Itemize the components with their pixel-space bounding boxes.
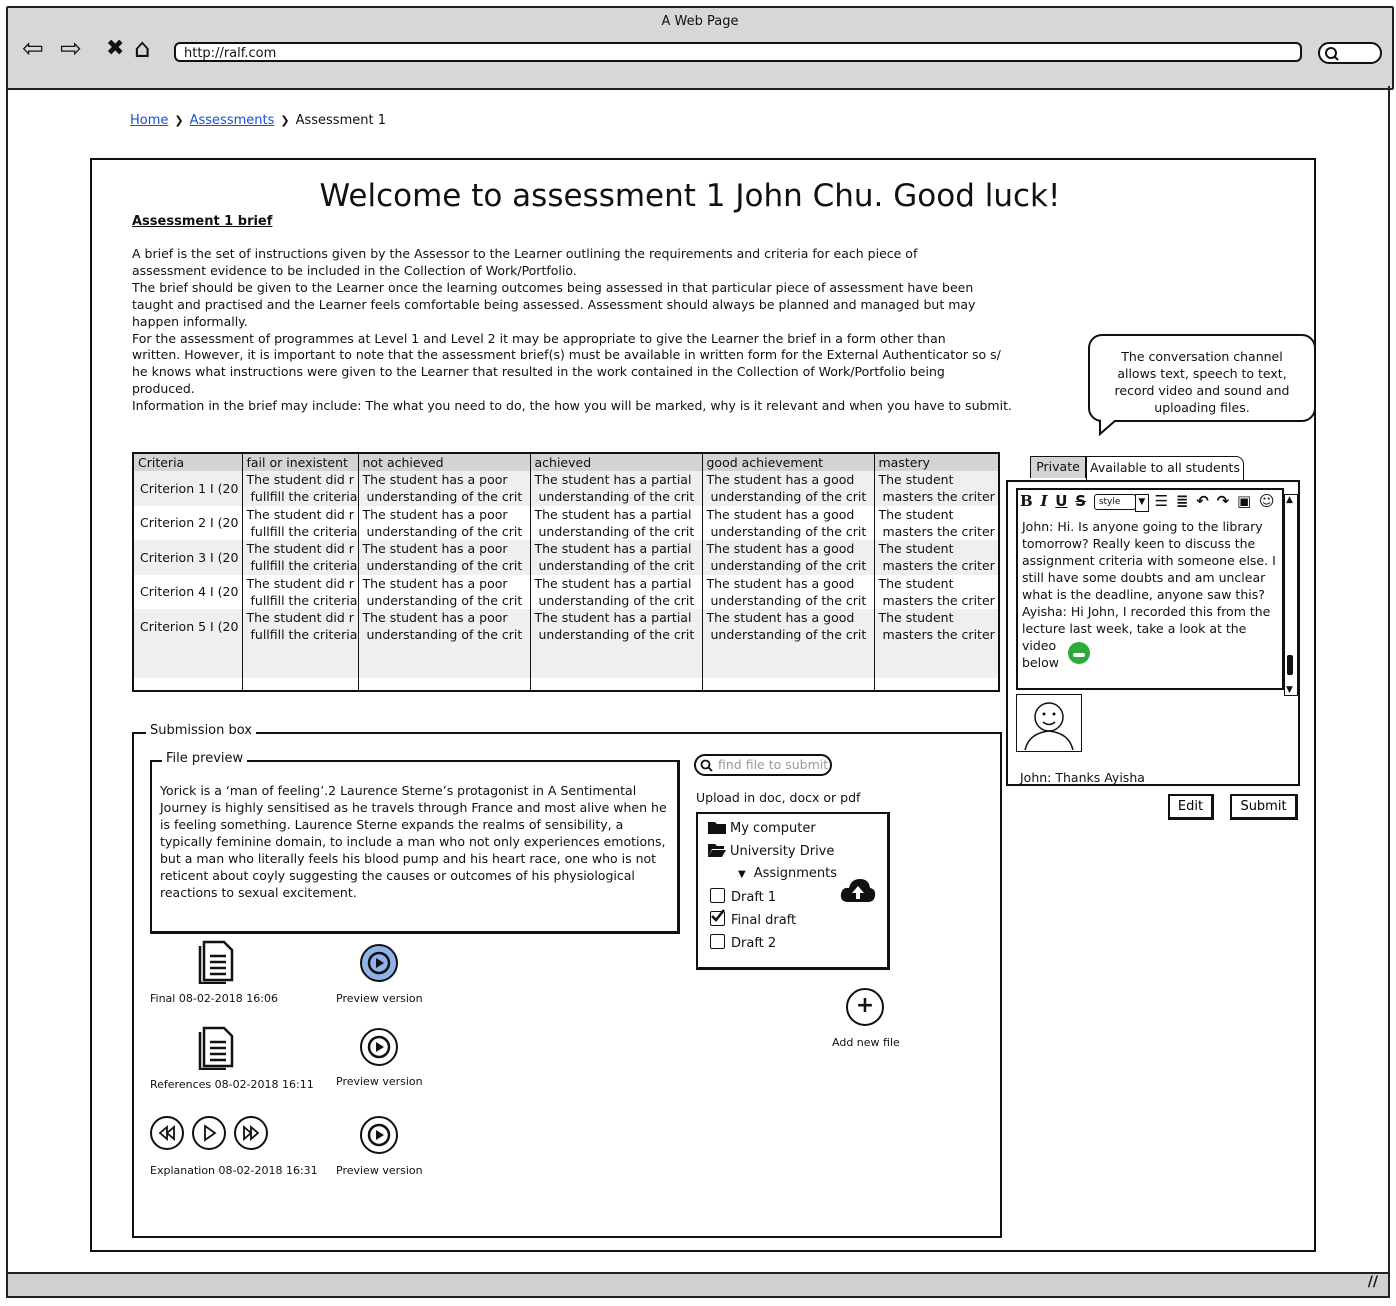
chat-scrollbar[interactable] [1284,494,1298,696]
chat-reply: John: Thanks Ayisha [1020,770,1145,785]
back-arrow-icon[interactable]: ⇦ [22,34,44,64]
chat-panel [1006,480,1300,786]
brief-line: happen informally. [132,313,248,329]
page-title: Welcome to assessment 1 John Chu. Good luck! [319,178,1061,214]
document-icon[interactable] [196,1026,236,1070]
redo-icon[interactable]: ↷ [1216,492,1230,510]
draft-1-checkbox-row[interactable] [710,888,776,905]
cell-line: understanding of the crit [538,627,695,642]
empty-cell [874,678,1000,692]
cell-line: masters the criter [882,558,995,573]
criterion-descriptor-cell[interactable] [702,540,874,575]
file-label[interactable]: Explanation 08-02-2018 16:31 [150,1164,318,1177]
cell-line: The student did r [246,575,354,591]
person-icon [1017,695,1080,750]
cell-line: understanding of the crit [710,627,867,642]
criterion-descriptor-cell[interactable] [874,609,1000,644]
forward-arrow-icon[interactable]: ⇨ [60,34,82,64]
cell-line: The student [878,575,954,591]
file-preview [150,751,680,934]
criterion-descriptor-cell[interactable] [702,506,874,541]
criterion-descriptor-cell[interactable] [242,575,358,610]
italic-button[interactable]: I [1040,492,1048,510]
bubble-line: The conversation channel [1121,349,1283,364]
criterion-name-cell[interactable]: Criterion 4 I (20 [134,575,242,610]
cell-line: The student has a good [706,541,855,556]
empty-cell [702,644,874,679]
column-header[interactable]: mastery [874,454,1000,471]
brief-text [132,246,1012,415]
scroll-down-icon[interactable]: ▼ [1286,685,1293,695]
table-row [134,506,1000,541]
tree-item-university-drive[interactable] [708,843,834,859]
chat-messages [1022,518,1284,671]
empty-cell [358,644,530,679]
final-draft-checkbox-row[interactable] [710,911,796,928]
cell-line: The student did r [246,541,354,556]
cell-line: The student [878,541,954,556]
cell-line: The student has a poor [362,610,508,625]
criterion-descriptor-cell[interactable] [358,575,530,610]
brief-line: A brief is the set of instructions given by the Assessor to the Learner outlining the requirements and criteria for each piece of [132,246,918,261]
cell-line: masters the criter [882,523,995,539]
cell-line: The student has a poor [362,506,508,522]
criterion-descriptor-cell[interactable] [530,609,702,644]
brief-line: written. However, it is important to note that the assessment brief(s) must be available in written form for the External Authenticator so s/ [132,347,1001,363]
criterion-name-cell[interactable]: Criterion 5 I (20 [134,609,242,644]
cell-line: understanding of the crit [710,523,867,539]
criterion-descriptor-cell[interactable] [358,471,530,506]
empty-table-row [134,644,1000,679]
preview-line: reactions to sexual excitement. [160,885,357,900]
cell-line: fullfill the criteria [250,627,358,642]
checkbox-unchecked[interactable] [710,934,725,949]
cell-line: understanding of the crit [538,489,695,504]
preview-line: typically feminine domain, to include a man who not only experiences emotions, [160,834,666,849]
draft-2-checkbox-row[interactable] [710,934,776,951]
chat-line: still have some doubts and am unclear [1022,570,1266,585]
cell-line: The student has a good [706,472,855,487]
cloud-upload-icon[interactable] [840,876,876,904]
cell-line: The student has a good [706,610,855,625]
resize-grip-icon[interactable]: // [1367,1274,1378,1290]
criterion-descriptor-cell[interactable] [530,471,702,506]
criterion-descriptor-cell[interactable] [358,609,530,644]
cell-line: understanding of the crit [710,489,867,504]
chat-line: assignment criteria with someone else. I [1022,553,1276,568]
cell-line: The student has a poor [362,541,508,556]
status-bar [6,1272,1390,1298]
stop-icon[interactable]: ✖ [106,36,125,61]
criterion-descriptor-cell[interactable] [874,575,1000,610]
cell-line: The student has a partial [534,610,692,625]
cell-line: fullfill the criteria [250,592,358,608]
emoji-icon [1068,642,1090,664]
brief-line: produced. [132,381,195,397]
column-header[interactable]: good achievement [702,454,874,471]
breadcrumb-current: Assessment 1 [295,113,386,128]
brief-line: Information in the brief may include: The what you need to do, the how you will be marked, why is it relevant and when you have to submit. [132,398,1012,414]
video-thumbnail-avatar[interactable] [1016,694,1082,752]
rewind-icon[interactable] [150,1116,184,1150]
find-file-search-input[interactable] [694,754,832,776]
preview-line: Yorick is a ‘man of feeling’.2 Laurence Sterne’s protagonist in A Sentimental [160,783,637,798]
tree-item-my-computer[interactable] [708,820,816,836]
criterion-descriptor-cell[interactable] [358,506,530,541]
cell-line: The student has a partial [534,541,692,556]
scroll-thumb[interactable] [1287,655,1293,675]
underline-button[interactable]: U [1055,492,1068,510]
folder-icon [708,820,726,834]
add-new-file-button[interactable]: + [846,988,884,1026]
column-header[interactable]: fail or inexistent [242,454,358,471]
style-dropdown[interactable] [1094,494,1146,510]
main-content-frame [90,158,1316,1252]
preview-version-label[interactable]: Preview version [336,1075,423,1088]
cell-line: understanding of the crit [366,489,523,504]
criterion-name-cell[interactable]: Criterion 1 I (20 [134,471,242,506]
criterion-descriptor-cell[interactable] [242,540,358,575]
cell-line: understanding of the crit [710,558,867,573]
chat-line: what is the deadline, anyone saw this? [1022,587,1265,602]
cell-line: understanding of the crit [366,627,523,642]
chevron-down-icon: ▼ [1135,494,1149,512]
cell-line: The student has a poor [362,575,508,591]
criterion-descriptor-cell[interactable] [242,609,358,644]
cell-line: The student [878,610,954,625]
criterion-descriptor-cell[interactable] [530,506,702,541]
chat-line: John: Hi. Is anyone going to the library [1022,519,1263,534]
criterion-name-cell[interactable]: Criterion 3 I (20 [134,540,242,575]
criterion-descriptor-cell[interactable] [530,575,702,610]
bullet-list-icon[interactable]: ☰ [1154,492,1169,510]
empty-table-row [134,678,1000,692]
chat-editor[interactable] [1016,488,1293,695]
breadcrumb-assessments-link[interactable]: Assessments [189,113,275,128]
criterion-descriptor-cell[interactable] [702,609,874,644]
browser-search-box[interactable] [1318,42,1382,64]
open-folder-icon [708,843,726,857]
tree-item-assignments[interactable] [738,866,837,881]
cell-line: understanding of the crit [538,523,695,539]
bold-button[interactable]: B [1020,492,1033,510]
file-label[interactable]: References 08-02-2018 16:11 [150,1078,314,1091]
table-row [134,609,1000,644]
submit-button[interactable]: Submit [1230,794,1298,820]
window-title: A Web Page [661,14,739,29]
empty-cell [242,644,358,679]
brief-line: The brief should be given to the Learner once the learning outcomes being assessed in that particular piece of assessment have been [132,279,974,295]
cell-line: understanding of the crit [366,523,523,539]
window-border-right [1388,86,1390,1272]
tree-item-label: My computer [730,821,816,836]
checkbox-label: Final draft [731,913,797,928]
cell-line: fullfill the criteria [250,489,358,504]
checkbox-label: Draft 2 [731,936,777,951]
empty-cell [702,678,874,692]
empty-cell [242,678,358,692]
table-header-row [134,454,1000,471]
cell-line: The student did r [246,472,354,487]
criterion-descriptor-cell[interactable] [702,471,874,506]
address-bar[interactable]: http://ralf.com [174,42,1302,62]
cell-line: fullfill the criteria [250,523,358,539]
search-icon [700,759,713,772]
breadcrumb-home-link[interactable]: Home [130,113,169,128]
criterion-descriptor-cell[interactable] [874,506,1000,541]
empty-cell [134,678,242,692]
preview-version-label[interactable]: Preview version [336,992,423,1005]
preview-line: but a man who literally feels his blood pump and his heart race, one who is not [160,851,657,866]
cell-line: The student has a partial [534,506,692,522]
tab-available-to-all[interactable]: Available to all students [1086,456,1244,480]
cell-line: understanding of the crit [366,558,523,573]
file-tree [696,812,890,970]
empty-cell [530,644,702,679]
find-file-placeholder: find file to submit [718,757,829,772]
play-icon[interactable] [192,1116,226,1150]
brief-heading: Assessment 1 brief [132,214,273,229]
chat-line: lecture last week, take a look at the video [1022,621,1247,653]
preview-version-label[interactable]: Preview version [336,1164,423,1177]
scroll-up-icon[interactable]: ▲ [1286,495,1293,505]
empty-cell [358,678,530,692]
cell-line: The student did r [246,610,354,625]
bubble-line: record video and sound and [1114,383,1290,398]
chevron-right-icon: ❯ [174,114,184,127]
criterion-descriptor-cell[interactable] [242,471,358,506]
brief-line: For the assessment of programmes at Level 1 and Level 2 it may be appropriate to give the Learner the brief in a form other than [132,330,946,346]
table-row [134,575,1000,610]
criterion-descriptor-cell[interactable] [874,471,1000,506]
file-label[interactable]: Final 08-02-2018 16:06 [150,992,278,1005]
image-icon[interactable]: ▣ [1236,492,1252,510]
bubble-line: allows text, speech to text, [1117,366,1287,381]
bubble-line: uploading files. [1154,400,1250,415]
cell-line: The student has a partial [534,472,692,487]
cell-line: understanding of the crit [538,592,695,608]
add-new-file-label[interactable]: Add new file [832,1036,900,1049]
preview-line: reticent about coyly suggesting the causes or outcomes of his physiological [160,868,635,883]
browser-window-bar [6,6,1394,90]
chevron-right-icon: ❯ [280,114,290,127]
cell-line: The student [878,472,954,487]
empty-cell [874,644,1000,679]
cell-line: The student has a poor [362,472,508,487]
search-icon [1324,46,1340,62]
preview-line: Journey is highly sensitised as he travels through France and most alive when he [160,800,667,815]
cell-line: The student [878,506,954,522]
brief-line: taught and practised and the Learner feels comfortable being assessed. Assessment should always be planned and managed but may [132,296,976,312]
empty-cell [530,678,702,692]
brief-line: assessment evidence to be included in the Collection of Work/Portfolio. [132,262,577,278]
cell-line: The student has a good [706,506,855,522]
brief-line: he knows what instructions were given to the Learner that resulted in the work contained in the Collection of Work/Portfolio being [132,364,945,380]
criterion-descriptor-cell[interactable] [530,540,702,575]
criterion-descriptor-cell[interactable] [242,506,358,541]
cell-line: masters the criter [882,592,995,608]
home-icon[interactable]: ⌂ [134,34,151,64]
criterion-descriptor-cell[interactable] [874,540,1000,575]
cell-line: The student did r [246,506,354,522]
cell-line: understanding of the crit [710,592,867,608]
checkbox-label: Draft 1 [731,890,777,905]
strikethrough-button[interactable]: S [1075,492,1087,510]
cell-line: masters the criter [882,627,995,642]
info-speech-bubble [1088,334,1316,422]
file-preview-label: File preview [162,751,247,766]
table-row [134,471,1000,506]
empty-cell [134,644,242,679]
caret-down-icon: ▼ [738,869,746,880]
numbered-list-icon[interactable]: ≣ [1175,492,1189,510]
tab-private[interactable]: Private [1030,456,1086,478]
column-header[interactable]: achieved [530,454,702,471]
column-header[interactable]: not achieved [358,454,530,471]
bubble-tail [1098,420,1122,438]
cell-line: The student has a good [706,575,855,591]
chat-line: tomorrow? Really keen to discuss the [1022,536,1256,551]
breadcrumb [130,113,386,128]
column-header[interactable]: Criteria [134,454,242,471]
undo-icon[interactable]: ↶ [1196,492,1209,510]
edit-button[interactable]: Edit [1168,794,1214,820]
criteria-table [132,452,1000,692]
cell-line: understanding of the crit [538,558,695,573]
smiley-icon[interactable]: ☺ [1258,492,1275,510]
fast-forward-icon[interactable] [234,1116,268,1150]
cell-line: fullfill the criteria [250,558,358,573]
cell-line: understanding of the crit [366,592,523,608]
preview-line: is feeling something. Laurence Sterne expands the realms of sensibility, a [160,817,624,832]
chat-line: below [1022,655,1059,670]
tree-item-label: Assignments [753,866,838,881]
criterion-descriptor-cell[interactable] [702,575,874,610]
criterion-name-cell[interactable]: Criterion 2 I (20 [134,506,242,541]
checkbox-checked[interactable] [710,911,725,926]
file-preview-text [160,782,680,901]
table-row [134,540,1000,575]
submission-box [132,723,1002,1238]
cell-line: The student has a partial [534,575,692,591]
document-icon[interactable] [196,940,236,984]
play-icon[interactable] [360,1028,398,1066]
cell-line: masters the criter [882,489,995,504]
upload-instructions: Upload in doc, docx or pdf [696,790,861,805]
chat-line: Ayisha: Hi John, I recorded this from the [1022,604,1271,619]
criterion-descriptor-cell[interactable] [358,540,530,575]
play-icon[interactable] [360,1116,398,1154]
window-border-left [6,86,8,1272]
style-dropdown-value: style [1098,497,1121,507]
checkbox-unchecked[interactable] [710,888,725,903]
play-icon[interactable] [360,944,398,982]
rich-text-toolbar [1020,492,1282,514]
tree-item-label: University Drive [730,844,835,859]
submission-box-label: Submission box [146,723,256,738]
